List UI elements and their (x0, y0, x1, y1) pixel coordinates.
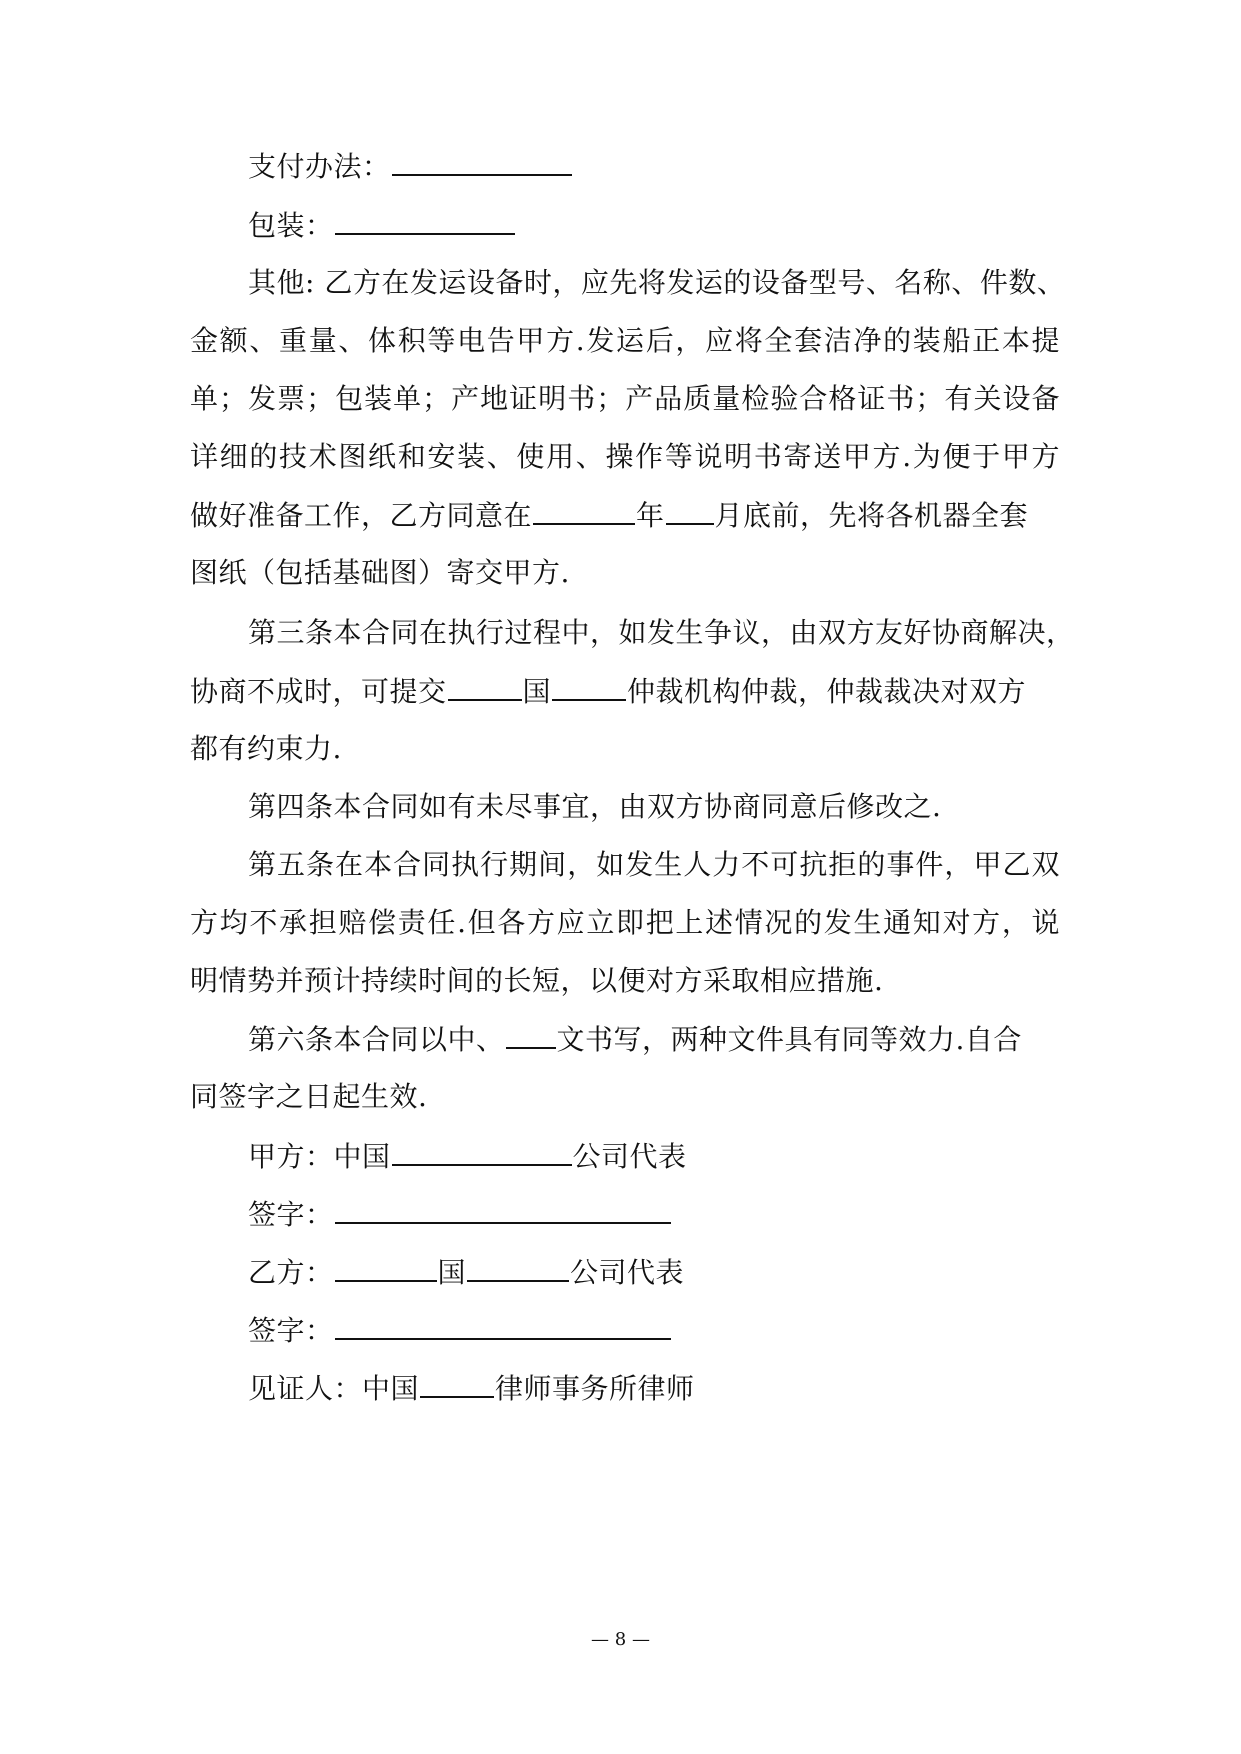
witness-line (248, 1368, 1060, 1408)
party-a-suffix: 公司代表 (572, 1140, 687, 1173)
article3-text-b: 国 (522, 675, 552, 708)
article6-text-b: 文书写，两种文件具有同等效力.自合 (556, 1023, 1022, 1056)
article5-line-3: 明情势并预计持续时间的长短，以便对方采取相应措施. (190, 964, 884, 997)
packing-line (248, 205, 1060, 245)
article3-line-3: 都有约束力. (190, 732, 342, 765)
prep-year-blank (533, 495, 635, 525)
party-a-blank (392, 1136, 572, 1166)
payment-line (248, 146, 1060, 186)
sign-a-label: 签字： (248, 1198, 334, 1231)
witness-blank (420, 1368, 494, 1398)
payment-blank (392, 146, 572, 176)
party-a-line (248, 1136, 1060, 1176)
party-b-blank-2 (467, 1252, 569, 1282)
article3-blank-1 (448, 671, 522, 701)
party-b-blank-1 (335, 1252, 437, 1282)
prep-text-c: 月底前，先将各机器全套 (714, 499, 1029, 532)
prep-month-blank (666, 495, 714, 525)
sign-b-line (248, 1310, 1060, 1350)
party-b-suffix: 公司代表 (570, 1256, 685, 1289)
sign-b-blank (335, 1310, 671, 1340)
article6-text-a: 第六条本合同以中、 (248, 1023, 505, 1056)
packing-label: 包装： (248, 209, 334, 242)
party-b-mid: 国 (437, 1256, 467, 1289)
article6-line-1 (248, 1019, 1060, 1059)
article3-blank-2 (552, 671, 626, 701)
prep-text-b: 年 (636, 499, 665, 532)
other-line-4: 详细的技术图纸和安装、使用、操作等说明书寄送甲方.为便于甲方 (190, 440, 1060, 473)
other-line-2: 金额、重量、体积等电告甲方.发运后，应将全套洁净的装船正本提 (190, 324, 1060, 357)
drawings-line: 图纸（包括基础图）寄交甲方. (190, 556, 570, 589)
witness-suffix: 律师事务所律师 (495, 1372, 695, 1405)
party-a-label: 甲方：中国 (248, 1140, 391, 1173)
article6-blank (506, 1019, 556, 1049)
sign-a-blank (335, 1194, 671, 1224)
other-line-1: 其他: 乙方在发运设备时，应先将发运的设备型号、名称、件数、 (248, 266, 1066, 299)
sign-a-line (248, 1194, 1060, 1234)
prep-text-a: 做好准备工作，乙方同意在 (190, 499, 533, 532)
sign-b-label: 签字： (248, 1314, 334, 1347)
article3-text-c: 仲裁机构仲裁，仲裁裁决对双方 (627, 675, 1027, 708)
article4-line: 第四条本合同如有未尽事宜，由双方协商同意后修改之. (248, 790, 942, 823)
payment-label: 支付办法： (248, 150, 391, 183)
article3-text-a: 协商不成时，可提交 (190, 675, 447, 708)
prep-line (190, 495, 1060, 535)
party-b-label: 乙方： (248, 1256, 334, 1289)
other-line-3: 单；发票；包装单；产地证明书；产品质量检验合格证书；有关设备 (190, 382, 1060, 415)
article5-line-1: 第五条在本合同执行期间，如发生人力不可抗拒的事件，甲乙双 (248, 848, 1060, 881)
article5-line-2: 方均不承担赔偿责任.但各方应立即把上述情况的发生通知对方，说 (190, 906, 1060, 939)
article3-line-1: 第三条本合同在执行过程中，如发生争议，由双方友好协商解决， (248, 616, 1075, 649)
witness-label: 见证人：中国 (248, 1372, 420, 1405)
article6-line-2: 同签字之日起生效. (190, 1080, 428, 1113)
packing-blank (335, 205, 515, 235)
article3-line-2 (190, 671, 1060, 711)
page-number: — 8 — (591, 1629, 650, 1650)
party-b-line (248, 1252, 1060, 1292)
